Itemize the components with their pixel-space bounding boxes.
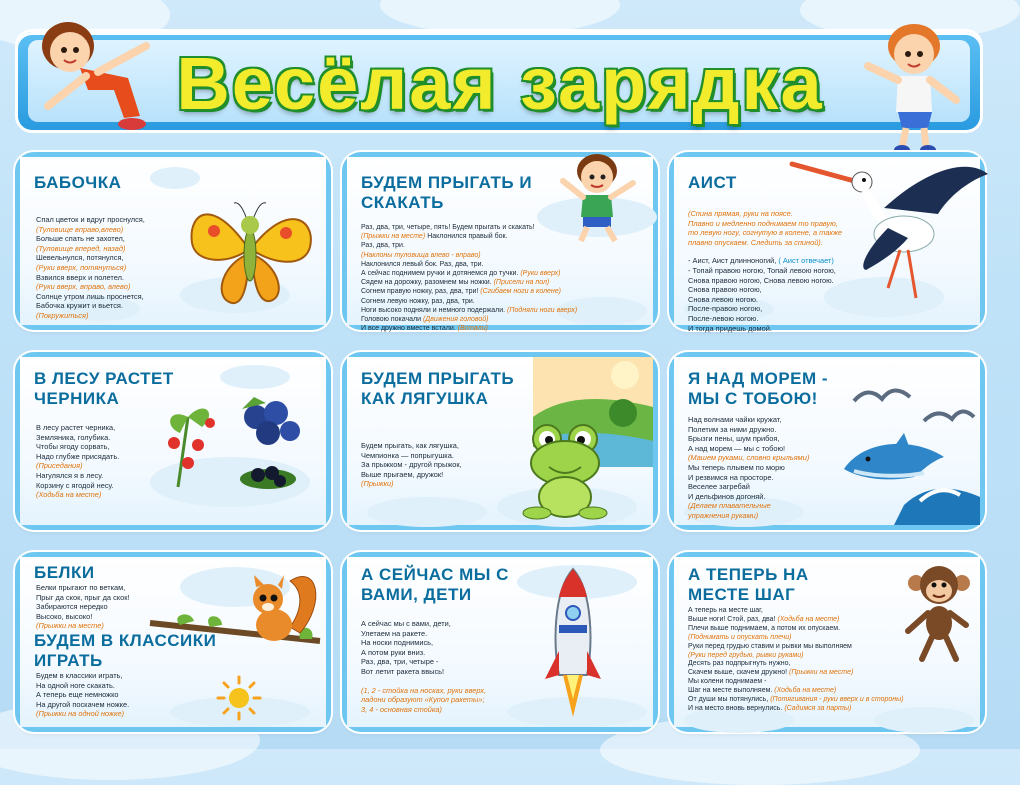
panel-frog	[347, 357, 653, 525]
panel-step	[674, 557, 980, 727]
page-title: Весёлая зарядка	[176, 42, 824, 125]
background-cloud	[380, 0, 620, 35]
frog-illustration	[515, 419, 615, 523]
panel-butterfly	[20, 157, 326, 325]
panel-title: АИСТ	[688, 173, 737, 192]
panel-title: В ЛЕСУ РАСТЕТ ЧЕРНИКА	[34, 369, 174, 408]
poem-text: Будем прыгать, как лягушка, Чемпионка — попрыгушка. За прыжком - другой прыжок, Выше прыгаем, дружок! (Прыжки)	[361, 441, 462, 489]
panel-title: БУДЕМ ПРЫГАТЬ КАК ЛЯГУШКА	[361, 369, 515, 408]
girl-exercising-illustration	[28, 6, 158, 134]
panel-title-secondary: БУДЕМ В КЛАССИКИ ИГРАТЬ	[34, 631, 217, 670]
poem-text: В лесу растет черника, Земляника, голубика. Чтобы ягоду сорвать, Надо глубже присядать. (Приседания) Нагулялся я в лесу. Корзину с ягодой несу. (Ходьба на месте)	[36, 423, 120, 500]
berries-illustration	[158, 387, 318, 497]
jumping-boy-illustration	[553, 147, 643, 247]
panel-title: БЕЛКИ	[34, 563, 95, 582]
sun-icon	[216, 675, 262, 721]
poem-text: Над волнами чайки кружат, Полетим за ними дружно. Брызги пены, шум прибоя, А над морем — мы с тобою! (Машем руками, словно крыльями) Мы теперь плывем по морю И резвимся на просторе. Веселее загребай И дельфинов догоняй. (Делаем плавательные упражнения руками)	[688, 415, 810, 520]
panel-rocket	[347, 557, 653, 727]
panel-title: БУДЕМ ПРЫГАТЬ И СКАКАТЬ	[361, 173, 533, 212]
poem-text: Белки прыгают по веткам, Прыг да скок, прыг да скок! Забираются нередко Высоко, высоко! (Прыжки на месте)	[36, 583, 130, 631]
seagulls-dolphin-illustration	[834, 377, 980, 525]
panel-forest	[20, 357, 326, 525]
poem-text: А сейчас мы с вами, дети, Улетаем на ракете. На носки поднимись, А потом руки вниз. Раз, два, три, четыре - Вот летит ракета ввысь! (1, 2 - стойка на носках, руки вверх, ладони образуют «Купол ракеты»; 3, 4 - основная стойка)	[361, 619, 486, 714]
poem-text: Спал цветок и вдруг проснулся, (Туловище вправо,влево) Больше спать не захотел, (Туловище вперед, назад) Шевельнулся, потянулся, (Руки вверх, потянуться) Взвился вверх и полетел. (Руки вверх, вправо, влево) Солнце утром лишь проснется, Бабочка кружит и вьется. (Покружиться)	[36, 215, 145, 320]
panel-jump	[347, 157, 653, 333]
panel-title: А ТЕПЕРЬ НА МЕСТЕ ШАГ	[688, 565, 809, 604]
panel-title: А СЕЙЧАС МЫ С ВАМИ, ДЕТИ	[361, 565, 509, 604]
squirrel-illustration	[150, 563, 320, 663]
stork-illustration	[788, 138, 993, 308]
poem-text: А теперь на месте шаг, Выше ноги! Стой, раз, два! (Ходьба на месте) Плечи выше поднимаем, а потом их опускаем. (Поднимать и опускать плечи) Руки перед грудью ставим и рывки мы выполняем (Руки перед грудью, рывки руками) Десять раз подпрыгнуть нужно, Скачем выше, скачем дружно! (Прыжки на месте) Мы колени поднимаем - Шаг на месте выполняем. (Ходьба на месте) От души мы потянулись, (Потягивания - руки вверх и в стороны) И на место вновь вернулись. (Садимся за парты)	[688, 607, 904, 712]
poem-text: Раз, два, три, четыре, пять! Будем прыгать и скакать! (Прыжки на месте) Наклонился правый бок. Раз, два, три. (Наклоны туловища влево - вправо) Наклонился левый бок. Раз, два, три. А сейчас поднимем ручки и дотянемся до тучки. (Руки вверх) Сядем на дорожку, разомнем мы ножки. (Присели на пол) Согнем правую ножку, раз, два, три! (Сгибаем ноги в колене) Согнем левую ножку, раз, два, три. Ноги высоко подняли и немного подержали. (Подняли ноги вверх) Головою покачали (Движения головой) И все дружно вместе встали. (Встали)	[361, 224, 578, 333]
panel-sea	[674, 357, 980, 525]
panel-title: БАБОЧКА	[34, 173, 122, 192]
butterfly-illustration	[180, 185, 320, 315]
poem-text: (Спина прямая, руки на поясе. Плавно и медленно поднимаем то правую, то левую ногу, согнутую в колене, а также плавно опускаем. Следить за спиной). - Аист, Аист длинноногий, ( Аист отвечает) - Топай правою ногою, Топай левою ногою, Снова правою ногою, Снова левою ногою. Снова правою ногою, Снова левою ногою. После-правою ногою, После-левою ногою. И тогда придешь домой.	[688, 209, 843, 333]
panel-squirrel	[20, 557, 326, 727]
rocket-illustration	[543, 567, 603, 727]
poem-text-secondary: Будем в классики играть, На одной ноге скакать. А теперь еще немножко На другой поскачем ножке. (Прыжки на одной ножке)	[36, 671, 130, 719]
panel-title: Я НАД МОРЕМ - МЫ С ТОБОЮ!	[688, 369, 829, 408]
boy-exercising-illustration	[858, 16, 962, 156]
monkey-illustration	[900, 561, 978, 665]
